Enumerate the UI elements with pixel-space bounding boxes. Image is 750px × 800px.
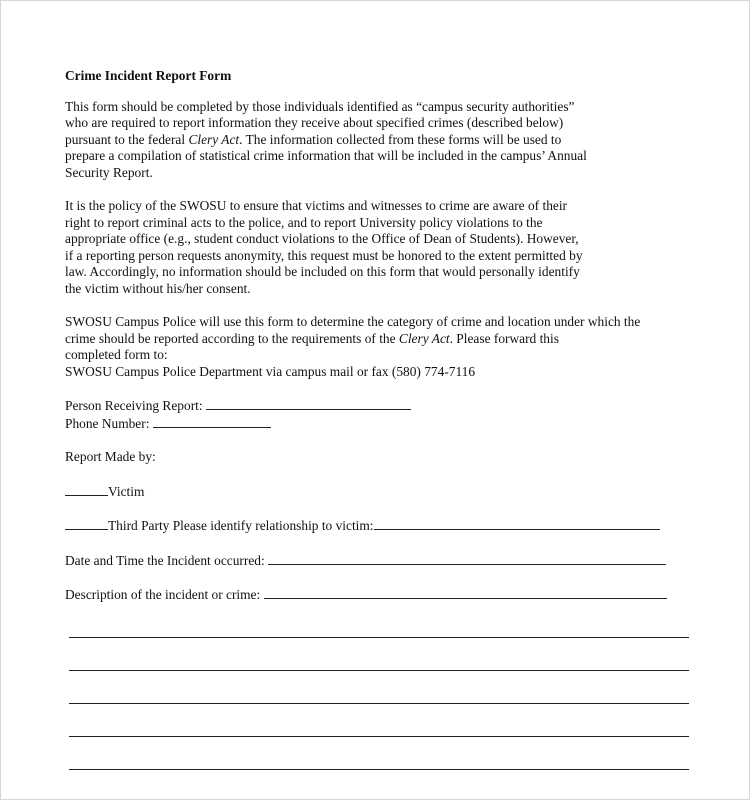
report-made-by-label: Report Made by:	[65, 449, 156, 464]
p2-line: if a reporting person requests anonymity, this request must be honored to the extent permitted by	[65, 247, 583, 263]
person-receiving-field[interactable]	[206, 397, 411, 410]
intro-paragraph	[65, 99, 705, 182]
blank-line[interactable]	[69, 736, 689, 737]
policy-paragraph	[65, 198, 705, 297]
blank-line[interactable]	[69, 637, 689, 638]
phone-row	[65, 415, 705, 433]
p3-line: SWOSU Campus Police will use this form to determine the category of crime and location under which the	[65, 314, 641, 329]
blank-line[interactable]	[69, 769, 689, 770]
date-time-label: Date and Time the Incident occurred:	[65, 552, 265, 568]
p2-line: It is the policy of the SWOSU to ensure that victims and witnesses to crime are aware of their	[65, 198, 568, 213]
p1-line	[65, 132, 705, 149]
description-row	[65, 586, 705, 604]
date-time-field[interactable]	[268, 552, 666, 565]
victim-check-field[interactable]	[65, 483, 108, 496]
p3-line: SWOSU Campus Police Department via campus mail or fax (580) 774-7116	[65, 363, 476, 379]
person-receiving-row	[65, 397, 705, 415]
person-receiving-label: Person Receiving Report:	[65, 398, 203, 413]
third-party-check-field[interactable]	[65, 517, 108, 530]
blank-line[interactable]	[69, 670, 689, 671]
p2-line: right to report criminal acts to the police, and to report University policy violations to the	[65, 214, 543, 230]
p2-line: law. Accordingly, no information should be included on this form that would personally identify	[65, 264, 580, 279]
p1-line: Security Report.	[65, 164, 153, 180]
relationship-field[interactable]	[374, 517, 660, 530]
p1-text: pursuant to the federal	[65, 131, 189, 147]
description-blank-lines	[69, 637, 689, 800]
phone-field[interactable]	[153, 415, 271, 428]
p1-line: prepare a compilation of statistical crime information that will be included in the campus’ Annual	[65, 148, 587, 163]
date-time-row	[65, 552, 705, 570]
third-party-label: Third Party Please identify relationship to victim:	[108, 518, 374, 533]
p1-line: who are required to report information they receive about specified crimes (described below)	[65, 115, 564, 130]
clery-act-italic: Clery Act	[188, 131, 240, 147]
forwarding-paragraph	[65, 314, 705, 380]
blank-line[interactable]	[69, 703, 689, 704]
victim-label: Victim	[108, 483, 145, 499]
phone-label: Phone Number:	[65, 415, 150, 431]
p2-line: the victim without his/her consent.	[65, 280, 251, 296]
p1-line: This form should be completed by those individuals identified as “campus security authorities”	[65, 98, 575, 114]
description-field[interactable]	[264, 586, 667, 599]
third-party-row	[65, 517, 705, 535]
p2-line: appropriate office (e.g., student conduct violations to the Office of Dean of Students). However,	[65, 231, 579, 246]
clery-act-italic: Clery Act	[398, 330, 450, 346]
form-content	[65, 68, 705, 604]
p3-line	[65, 331, 705, 348]
p3-text: crime should be reported according to the requirements of the	[65, 330, 399, 346]
p3-text: . Please forward this	[449, 330, 559, 346]
p1-text: . The information collected from these forms will be used to	[239, 131, 562, 147]
victim-row	[65, 483, 705, 501]
description-label: Description of the incident or crime:	[65, 587, 261, 602]
p3-line: completed form to:	[65, 347, 168, 362]
form-title: Crime Incident Report Form	[65, 68, 232, 83]
